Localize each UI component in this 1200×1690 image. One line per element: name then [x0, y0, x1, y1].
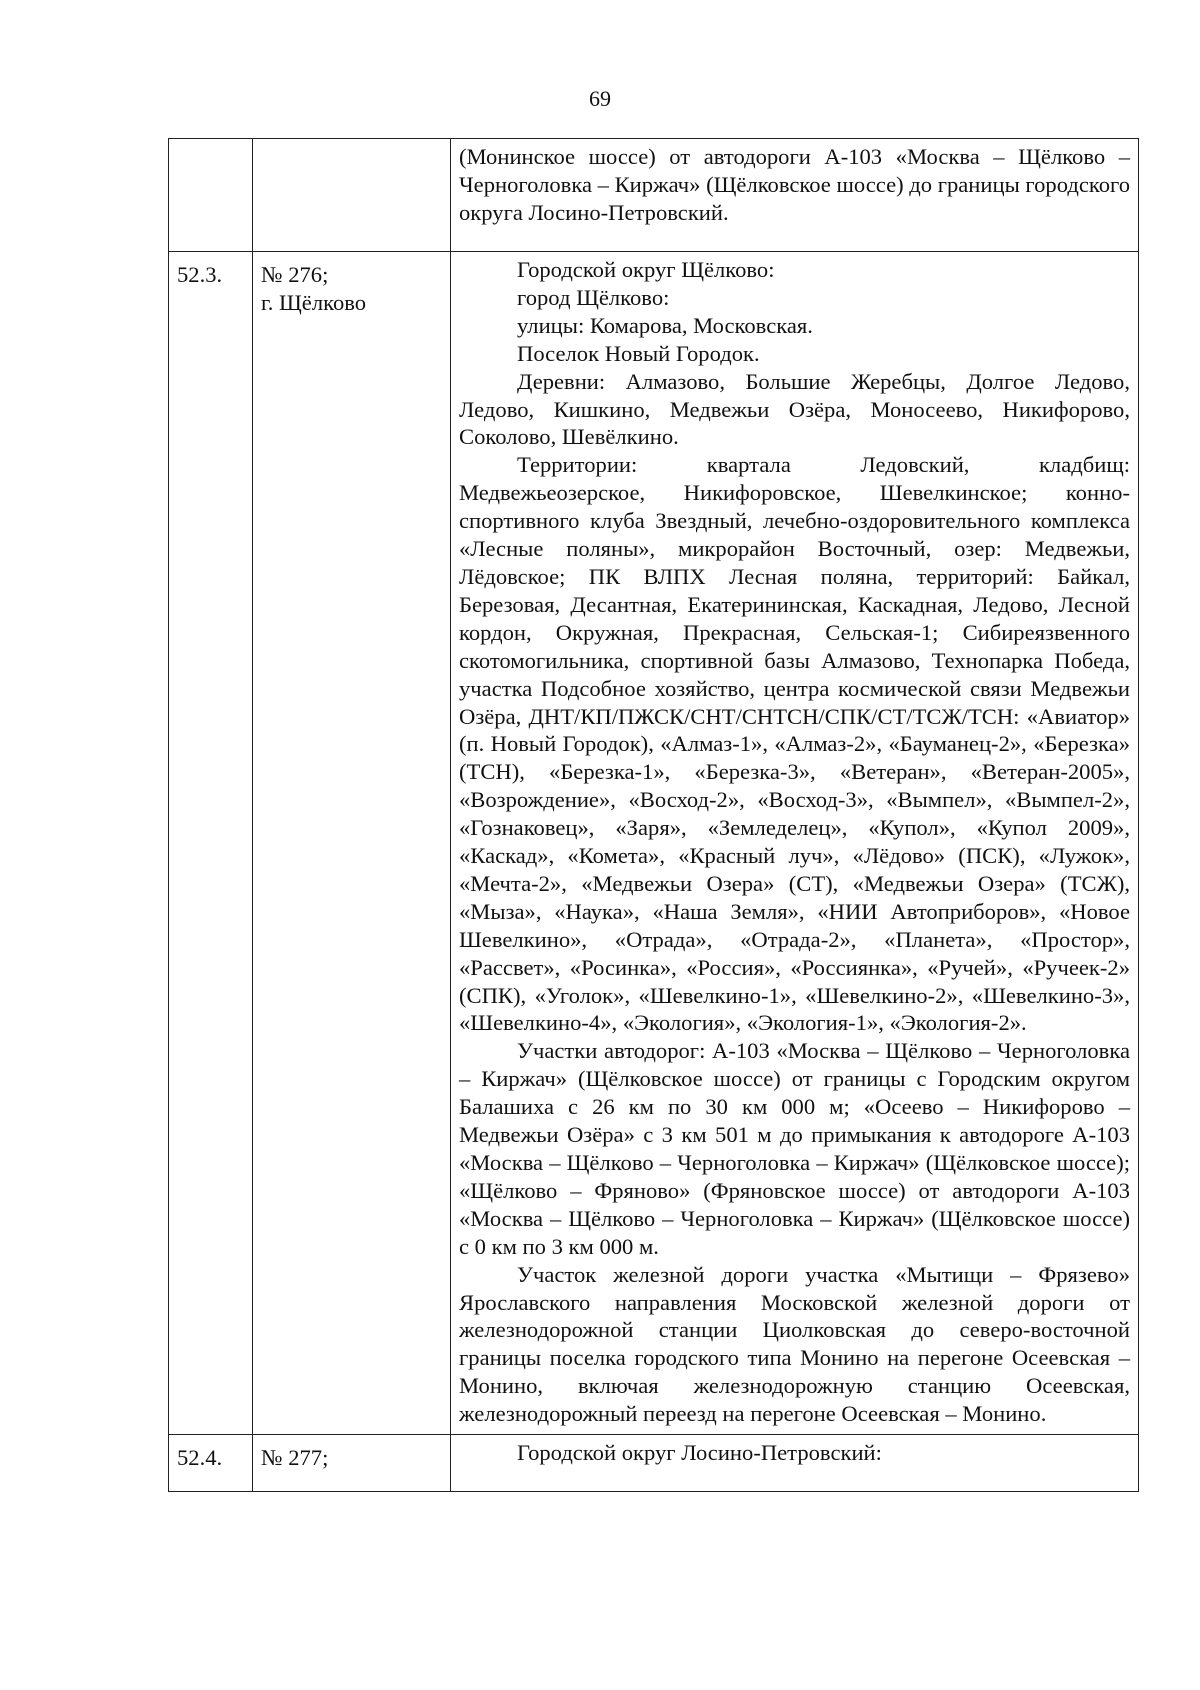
row-number-cell: [169, 139, 253, 252]
table-row: [169, 252, 1139, 1435]
name-line: № 277;: [261, 1445, 329, 1471]
row-number-cell: 52.3.: [169, 252, 253, 1435]
row-number-cell: 52.4.: [169, 1435, 253, 1492]
row-description-cell: [451, 1435, 1139, 1492]
paragraph: улицы: Комарова, Московская.: [517, 312, 813, 338]
row-description-cell: [451, 139, 1139, 252]
page-number: 69: [589, 86, 611, 111]
paragraph: Участки автодорог: А-103 «Москва – Щёлково – Черноголовка – Киржач» (Щёлковское шоссе) от границы с Городским округом Балашиха с 26 км по 30 км 000 м; «Осеево – Никифорово – Медвежьи Озёра» с 3 км 501 м до примыкания к автодороге А-103 «Москва – Щёлково – Черноголовка – Киржач» (Щёлковское шоссе); «Щёлково – Фряново» (Фряновское шоссе) от автодороги А-103 «Москва – Щёлково – Черноголовка – Киржач» (Щёлковское шоссе) с 0 км по 3 км 000 м.: [459, 1038, 1130, 1259]
row-name-cell: [253, 252, 451, 1435]
paragraph: Поселок Новый Городок.: [517, 340, 760, 366]
document-table: [168, 138, 1139, 1492]
paragraph: (Монинское шоссе) от автодороги А-103 «Москва – Щёлково – Черноголовка – Киржач» (Щёлковское шоссе) до границы городского округа Лосино-Петровский.: [459, 144, 1131, 225]
row-name-cell: [253, 1435, 451, 1492]
paragraph: Территории: квартала Ледовский, кладбищ: Медвежьеозерское, Никифоровское, Шевелкинское; конно-спортивного клуба Звездный, лечебно-оздоровительного комплекса «Лесные поляны», микрорайон Восточный, озер: Медвежьи, Лёдовское; ПК ВЛПХ Лесная поляна, территорий: Байкал, Березовая, Десантная, Екатерининская, Каскадная, Ледово, Лесной кордон, Окружная, Прекрасная, Сельская-1; Сибиреязвенного скотомогильника, спортивной базы Алмазово, Технопарка Победа, участка Подсобное хозяйство, центра космической связи Медвежьи Озёра, ДНТ/КП/ПЖСК/СНТ/СНТСН/СПК/СТ/ТСЖ/ТСН: «Авиатор» (п. Новый Городок), «Алмаз-1», «Алмаз-2», «Бауманец-2», «Березка» (ТСН), «Березка-1», «Березка-3», «Ветеран», «Ветеран-2005», «Возрождение», «Восход-2», «Восход-3», «Вымпел», «Вымпел-2», «Гознаковец», «Заря», «Земледелец», «Купол», «Купол 2009», «Каскад», «Комета», «Красный луч», «Лёдово» (ПСК), «Лужок», «Мечта-2», «Медвежьи Озера» (СТ), «Медвежьи Озера» (ТСЖ), «Мыза», «Наука», «Наша Земля», «НИИ Автоприборов», «Новое Шевелкино», «Отрада», «Отрада-2», «Планета», «Простор», «Рассвет», «Росинка», «Россия», «Россиянка», «Ручей», «Ручеек-2» (СПК), «Уголок», «Шевелкино-1», «Шевелкино-2», «Шевелкино-3», «Шевелкино-4», «Экология», «Экология-1», «Экология-2».: [459, 452, 1130, 1036]
paragraph: Деревни: Алмазово, Большие Жеребцы, Долгое Ледово, Ледово, Кишкино, Медвежьи Озёра, Моносеево, Никифорово, Соколово, Шевёлкино.: [459, 368, 1130, 450]
row-name-cell: [253, 139, 451, 252]
row-description-cell: [451, 252, 1139, 1435]
paragraph: Городской округ Щёлково:: [517, 257, 775, 282]
name-line: № 276;: [261, 262, 329, 287]
table-row: [169, 139, 1139, 252]
paragraph: город Щёлково:: [517, 284, 670, 310]
paragraph: Городской округ Лосино-Петровский:: [517, 1440, 882, 1466]
table-row: [169, 1435, 1139, 1492]
paragraph: Участок железной дороги участка «Мытищи – Фрязево» Ярославского направления Московской железной дороги от железнодорожной станции Циолковская до северо-восточной границы поселка городского типа Монино на перегоне Осеевская – Монино, включая железнодорожную станцию Осеевская, железнодорожный переезд на перегоне Осеевская – Монино.: [459, 1261, 1130, 1427]
name-line: г. Щёлково: [261, 289, 367, 315]
